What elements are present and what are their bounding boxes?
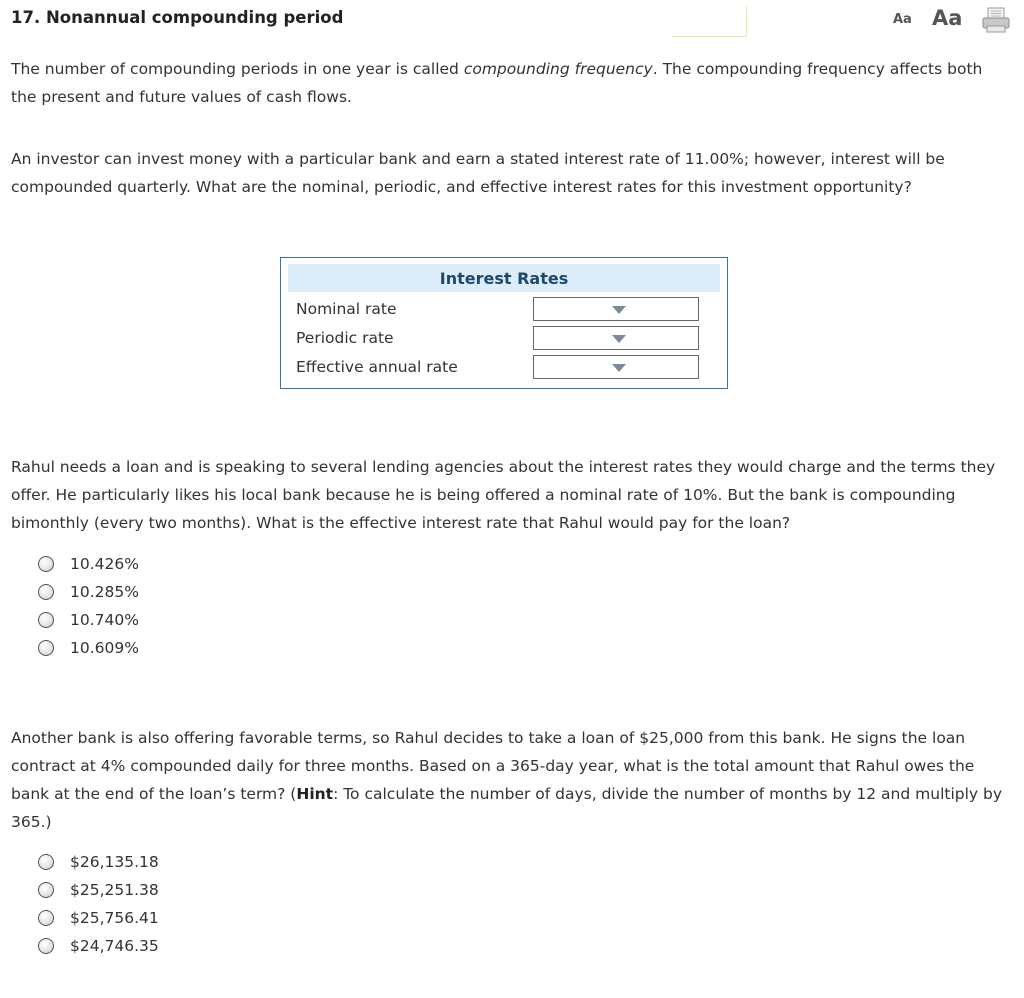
- question3-option[interactable]: [38, 848, 159, 876]
- periodic-rate-label: Periodic rate: [296, 329, 394, 347]
- chevron-down-icon: [612, 335, 626, 343]
- chevron-down-icon: [612, 364, 626, 372]
- radio-button[interactable]: [38, 584, 54, 600]
- printer-icon[interactable]: [982, 7, 1010, 33]
- question3-option[interactable]: [38, 932, 159, 960]
- option-label: $24,746.35: [70, 937, 159, 955]
- intro-text-before: The number of compounding periods in one year is called: [11, 60, 464, 78]
- question3-option[interactable]: [38, 876, 159, 904]
- question3-text-before: Another bank is also offering favorable terms, so Rahul decides to take a loan of $25,000 from this bank. He signs the loan contract at 4% compounded daily for three months. Based on a 365-day year, what is the total amount that Rahul owes the bank at the end of the loan’s term? (: [11, 729, 975, 803]
- question3-text-after: : To calculate the number of days, divide the number of months by 12 and multiply by 365.): [11, 785, 1003, 831]
- question-title: 17. Nonannual compounding period: [11, 8, 344, 27]
- chevron-down-icon: [612, 306, 626, 314]
- increase-font-button[interactable]: Aa: [932, 6, 963, 30]
- question1-text: An investor can invest money with a particular bank and earn a stated interest rate of 11.00%; however, interest will be compounded quarterly. What are the nominal, periodic, and effective interest rates for this investment opportunity?: [11, 150, 945, 196]
- decrease-font-button[interactable]: Aa: [893, 12, 912, 27]
- effective-rate-dropdown[interactable]: [533, 355, 699, 379]
- nominal-rate-label: Nominal rate: [296, 300, 397, 318]
- question-header: [0, 0, 1024, 40]
- question2-option[interactable]: [38, 550, 139, 578]
- hint-label: Hint: [296, 785, 334, 803]
- title-divider: [672, 6, 747, 37]
- nominal-rate-dropdown[interactable]: [533, 297, 699, 321]
- radio-button[interactable]: [38, 556, 54, 572]
- radio-button[interactable]: [38, 854, 54, 870]
- option-label: 10.609%: [70, 639, 139, 657]
- option-label: $25,756.41: [70, 909, 159, 927]
- question3-options: [38, 848, 159, 960]
- question3-option[interactable]: [38, 904, 159, 932]
- interest-rates-table: [280, 257, 728, 389]
- intro-paragraph: [11, 55, 1001, 111]
- effective-rate-label: Effective annual rate: [296, 358, 458, 376]
- question2-option[interactable]: [38, 634, 139, 662]
- radio-button[interactable]: [38, 910, 54, 926]
- question2-option[interactable]: [38, 578, 139, 606]
- question2-text: Rahul needs a loan and is speaking to several lending agencies about the interest rates they would charge and the terms they offer. He particularly likes his local bank because he is being offered a nominal rate of 10%. But the bank is compounding bimonthly (every two months). What is the effective interest rate that Rahul would pay for the loan?: [11, 458, 996, 532]
- radio-button[interactable]: [38, 612, 54, 628]
- radio-button[interactable]: [38, 882, 54, 898]
- question3-text: [11, 724, 1016, 836]
- option-label: 10.740%: [70, 611, 139, 629]
- radio-button[interactable]: [38, 938, 54, 954]
- radio-button[interactable]: [38, 640, 54, 656]
- question2-options: [38, 550, 139, 662]
- option-label: 10.426%: [70, 555, 139, 573]
- option-label: 10.285%: [70, 583, 139, 601]
- periodic-rate-dropdown[interactable]: [533, 326, 699, 350]
- question2-option[interactable]: [38, 606, 139, 634]
- intro-term: compounding frequency: [463, 60, 653, 78]
- option-label: $26,135.18: [70, 853, 159, 871]
- option-label: $25,251.38: [70, 881, 159, 899]
- interest-rates-heading: Interest Rates: [288, 264, 720, 292]
- intro-text-after: . The compounding frequency affects both the present and future values of cash flows.: [11, 60, 983, 106]
